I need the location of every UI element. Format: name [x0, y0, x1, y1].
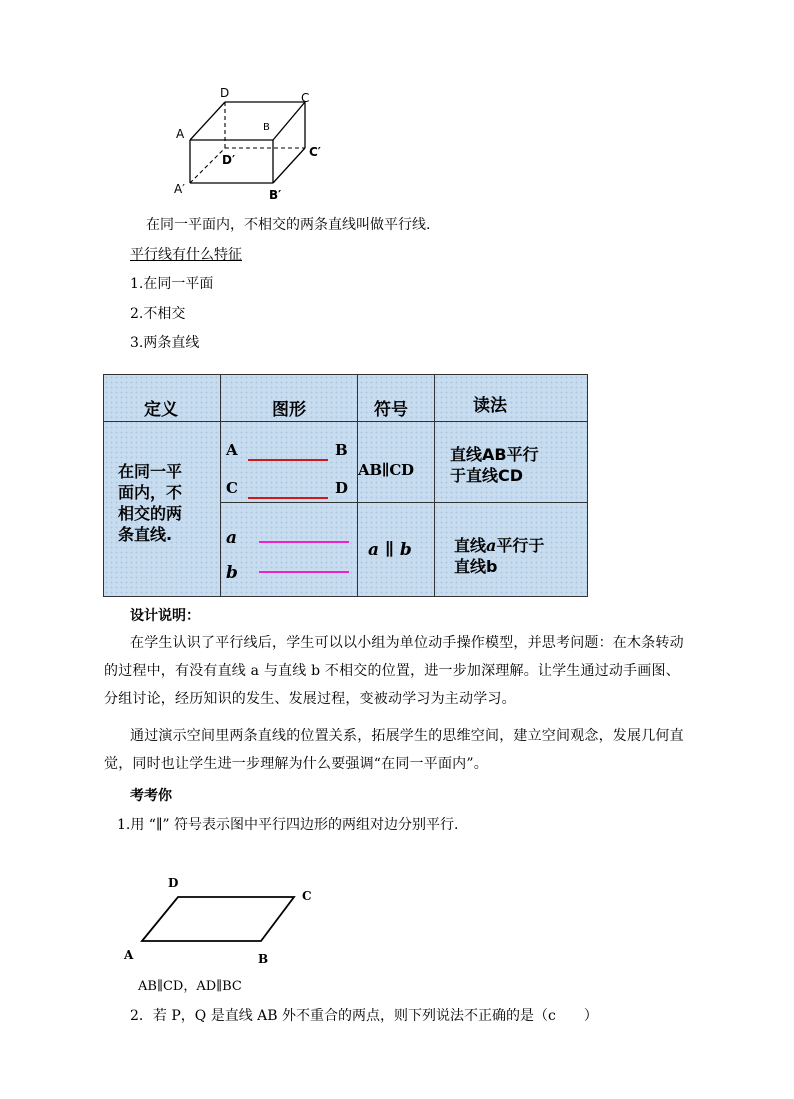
line-b — [259, 571, 349, 573]
header-reading: 读法 — [473, 396, 507, 416]
quiz-question-2: 2．若 P，Q 是直线 AB 外不重合的两点，则下列说法不正确的是（c ） — [130, 1008, 598, 1024]
design-paragraph-1: 在学生认识了平行线后，学生可以以小组为单位动手操作模型，并思考问题：在木条转动的过程中，有没有直线 a 与直线 b 不相交的位置，进一步加深理解。让学生通过动手画图、分组讨论，经历知识的发生、发展过程，变被动学习为主动学习。 — [104, 635, 684, 707]
header-figure: 图形 — [272, 400, 306, 420]
definition-text — [118, 461, 182, 545]
features-title: 平行线有什么特征 — [130, 247, 242, 263]
reading-ab-cd-line-1: 直线AB平行 — [450, 445, 539, 464]
parallel-lines-table — [103, 374, 588, 597]
reading-a-b-var: a — [486, 536, 497, 555]
symbol-a-b: a ∥ b — [368, 540, 412, 560]
feature-item-3: 3.两条直线 — [130, 335, 200, 351]
line-ab — [248, 459, 328, 461]
reading-a-b — [454, 535, 544, 577]
figure-label-a-lower: a — [226, 528, 238, 548]
definition-line-2: 面内，不 — [118, 483, 183, 502]
header-symbol: 符号 — [374, 400, 408, 420]
cube-label-c: C — [301, 91, 310, 105]
para-label-c: C — [302, 889, 312, 903]
feature-item-1: 1.在同一平面 — [130, 276, 214, 292]
quiz-title: 考考你 — [130, 788, 172, 804]
reading-ab-cd — [450, 444, 539, 486]
line-a — [259, 541, 349, 543]
figure-label-b: B — [335, 441, 348, 459]
cube-label-c-prime: C′ — [309, 145, 321, 159]
parallelogram-figure — [118, 870, 318, 970]
reading-a-b-prefix: 直线 — [454, 536, 487, 555]
para-label-b: B — [258, 952, 269, 966]
definition-line-1: 在同一平 — [118, 462, 183, 481]
cube-label-d: D — [220, 86, 230, 100]
intro-text: 在同一平面内，不相交的两条直线叫做平行线. — [146, 217, 431, 233]
para-label-a: A — [124, 948, 134, 962]
reading-a-b-line-2: 直线b — [454, 557, 498, 576]
figure-label-b-lower: b — [226, 563, 238, 583]
definition-line-4: 条直线. — [118, 525, 173, 544]
symbol-ab-cd: AB∥CD — [358, 461, 414, 479]
quiz-question-1: 1.用 “∥” 符号表示图中平行四边形的两组对边分别平行. — [117, 817, 459, 833]
header-definition: 定义 — [144, 400, 178, 420]
cube-figure — [165, 85, 335, 205]
cube-label-a-prime: A′ — [174, 182, 185, 196]
cube-label-a: A — [176, 127, 185, 141]
line-cd — [248, 497, 328, 499]
para-label-d: D — [168, 876, 179, 890]
figure-label-c: C — [226, 479, 238, 497]
reading-a-b-suffix: 平行于 — [496, 536, 545, 555]
reading-ab-cd-line-2: 于直线CD — [450, 466, 524, 485]
design-title: 设计说明： — [130, 608, 200, 624]
design-paragraph-2: 通过演示空间里两条直线的位置关系，拓展学生的思维空间，建立空间观念，发展几何直觉，同时也让学生进一步理解为什么要强调“在同一平面内”。 — [104, 728, 684, 772]
cube-label-d-prime: D′ — [222, 153, 236, 167]
cube-label-b: B — [263, 122, 270, 133]
definition-line-3: 相交的两 — [118, 504, 183, 523]
figure-label-d: D — [335, 479, 349, 497]
figure-label-a: A — [226, 441, 238, 459]
feature-item-2: 2.不相交 — [130, 306, 186, 322]
answer-1: AB∥CD，AD∥BC — [138, 979, 242, 994]
cube-label-b-prime: B′ — [269, 188, 282, 202]
